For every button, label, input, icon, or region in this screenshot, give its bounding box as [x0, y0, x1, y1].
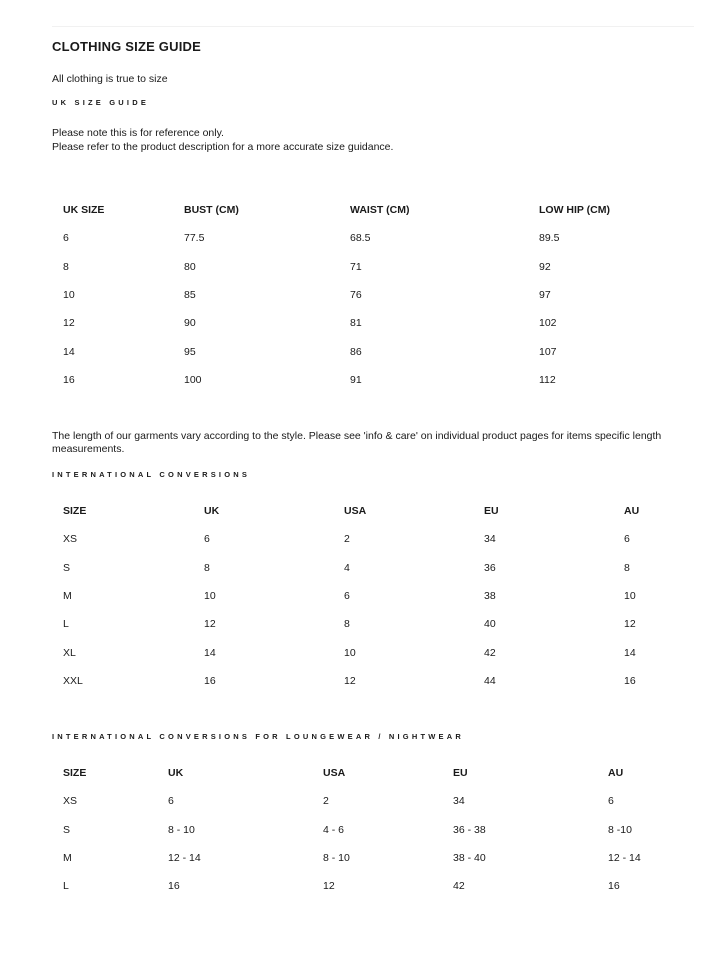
column-header: AU	[624, 505, 640, 517]
table-cell: 2	[323, 795, 329, 808]
table-cell: 86	[350, 345, 362, 358]
table-cell: 6	[63, 232, 69, 245]
table-row	[63, 525, 663, 553]
table-cell: 8 - 10	[168, 823, 195, 836]
table-cell: 68.5	[350, 232, 371, 245]
table-cell: 34	[453, 795, 465, 808]
table-cell: 38 - 40	[453, 851, 486, 864]
column-header: USA	[344, 505, 367, 517]
table-cell: 12	[624, 618, 636, 631]
table-cell: 97	[539, 288, 551, 301]
column-header: EU	[484, 505, 499, 517]
table-cell: 16	[63, 374, 75, 387]
table-cell: 8	[624, 561, 630, 574]
table-cell: 6	[624, 533, 630, 546]
table-header-row	[63, 196, 663, 224]
table-row	[63, 309, 663, 337]
reference-note-line1: Please note this is for reference only.	[52, 127, 224, 139]
table-cell: 36 - 38	[453, 823, 486, 836]
table-cell: S	[63, 561, 71, 574]
table-cell: 100	[184, 374, 202, 387]
column-header: AU	[608, 767, 624, 779]
table-cell: XXL	[63, 675, 83, 688]
table-row	[63, 338, 663, 366]
table-cell: 14	[63, 345, 75, 358]
international-conversions-table	[63, 497, 663, 695]
table-cell: 8	[204, 561, 210, 574]
table-cell: 44	[484, 675, 496, 688]
table-cell: L	[63, 880, 69, 893]
loungewear-conversions-heading: INTERNATIONAL CONVERSIONS FOR LOUNGEWEAR / NIGHTWEAR	[52, 732, 464, 741]
table-cell: 4 - 6	[323, 823, 345, 836]
table-cell: 107	[539, 345, 557, 358]
table-cell: 6	[168, 795, 174, 808]
loungewear-conversions-table	[63, 759, 663, 901]
table-cell: 16	[168, 880, 180, 893]
column-header: WAIST (CM)	[350, 204, 410, 216]
table-cell: 42	[484, 646, 496, 659]
table-cell: 36	[484, 561, 496, 574]
table-cell: 95	[184, 345, 196, 358]
table-cell: M	[63, 589, 72, 602]
table-cell: 16	[204, 675, 216, 688]
column-header: UK	[168, 767, 184, 779]
column-header: UK	[204, 505, 220, 517]
table-row	[63, 787, 663, 815]
table-cell: 6	[204, 533, 210, 546]
true-to-size-note: All clothing is true to size	[52, 73, 168, 85]
table-row	[63, 281, 663, 309]
table-cell: 12	[204, 618, 216, 631]
uk-size-table	[63, 196, 663, 394]
table-row	[63, 639, 663, 667]
table-cell: 112	[539, 374, 556, 387]
table-cell: M	[63, 851, 72, 864]
table-cell: 91	[350, 374, 362, 387]
table-row	[63, 224, 663, 252]
table-cell: 10	[344, 646, 356, 659]
uk-size-guide-heading: UK SIZE GUIDE	[52, 98, 150, 107]
table-cell: 77.5	[184, 232, 205, 245]
table-header-row	[63, 497, 663, 525]
table-header-row	[63, 759, 663, 787]
table-row	[63, 366, 663, 394]
table-cell: 12 - 14	[608, 851, 641, 864]
table-cell: 2	[344, 533, 350, 546]
international-conversions-heading: INTERNATIONAL CONVERSIONS	[52, 470, 251, 479]
garment-length-note: The length of our garments vary according to the style. Please see 'info & care' on individual product pages for items specific length measurements.	[52, 430, 662, 455]
column-header: SIZE	[63, 767, 87, 779]
table-cell: XS	[63, 533, 78, 546]
table-cell: 8	[63, 260, 69, 273]
table-cell: 42	[453, 880, 465, 893]
table-cell: 14	[204, 646, 216, 659]
table-cell: 71	[350, 260, 362, 273]
table-cell: 92	[539, 260, 551, 273]
table-cell: 12	[344, 675, 356, 688]
table-cell: 80	[184, 260, 196, 273]
table-cell: 8	[344, 618, 350, 631]
table-cell: S	[63, 823, 71, 836]
column-header: USA	[323, 767, 346, 779]
column-header: EU	[453, 767, 468, 779]
table-cell: 6	[608, 795, 614, 808]
table-cell: 6	[344, 589, 350, 602]
table-cell: 34	[484, 533, 496, 546]
table-cell: 10	[204, 589, 216, 602]
column-header: BUST (CM)	[184, 204, 239, 216]
table-cell: 14	[624, 646, 636, 659]
table-cell: 102	[539, 317, 557, 330]
table-cell: 90	[184, 317, 196, 330]
table-cell: 76	[350, 288, 362, 301]
table-row	[63, 667, 663, 695]
table-cell: 81	[350, 317, 362, 330]
table-row	[63, 610, 663, 638]
table-cell: 12	[323, 880, 335, 893]
table-row	[63, 872, 663, 900]
table-cell: 10	[624, 589, 636, 602]
table-cell: XS	[63, 795, 78, 808]
column-header: LOW HIP (CM)	[539, 204, 610, 216]
column-header: UK SIZE	[63, 204, 105, 216]
table-cell: 12 - 14	[168, 851, 201, 864]
table-cell: XL	[63, 646, 76, 659]
table-cell: 40	[484, 618, 496, 631]
table-cell: 12	[63, 317, 75, 330]
table-cell: 8 - 10	[323, 851, 350, 864]
table-cell: 8 -10	[608, 823, 632, 836]
table-row	[63, 815, 663, 843]
column-header: SIZE	[63, 505, 87, 517]
table-row	[63, 844, 663, 872]
table-row	[63, 582, 663, 610]
table-cell: 38	[484, 589, 496, 602]
table-cell: 85	[184, 288, 196, 301]
table-cell: 16	[608, 880, 620, 893]
table-row	[63, 252, 663, 280]
table-cell: 10	[63, 288, 75, 301]
top-divider	[52, 26, 694, 27]
reference-note-line2: Please refer to the product description for a more accurate size guidance.	[52, 141, 394, 153]
table-cell: 89.5	[539, 232, 560, 245]
table-cell: 4	[344, 561, 350, 574]
table-cell: 16	[624, 675, 636, 688]
table-row	[63, 553, 663, 581]
page-title: CLOTHING SIZE GUIDE	[52, 39, 201, 54]
table-cell: L	[63, 618, 69, 631]
